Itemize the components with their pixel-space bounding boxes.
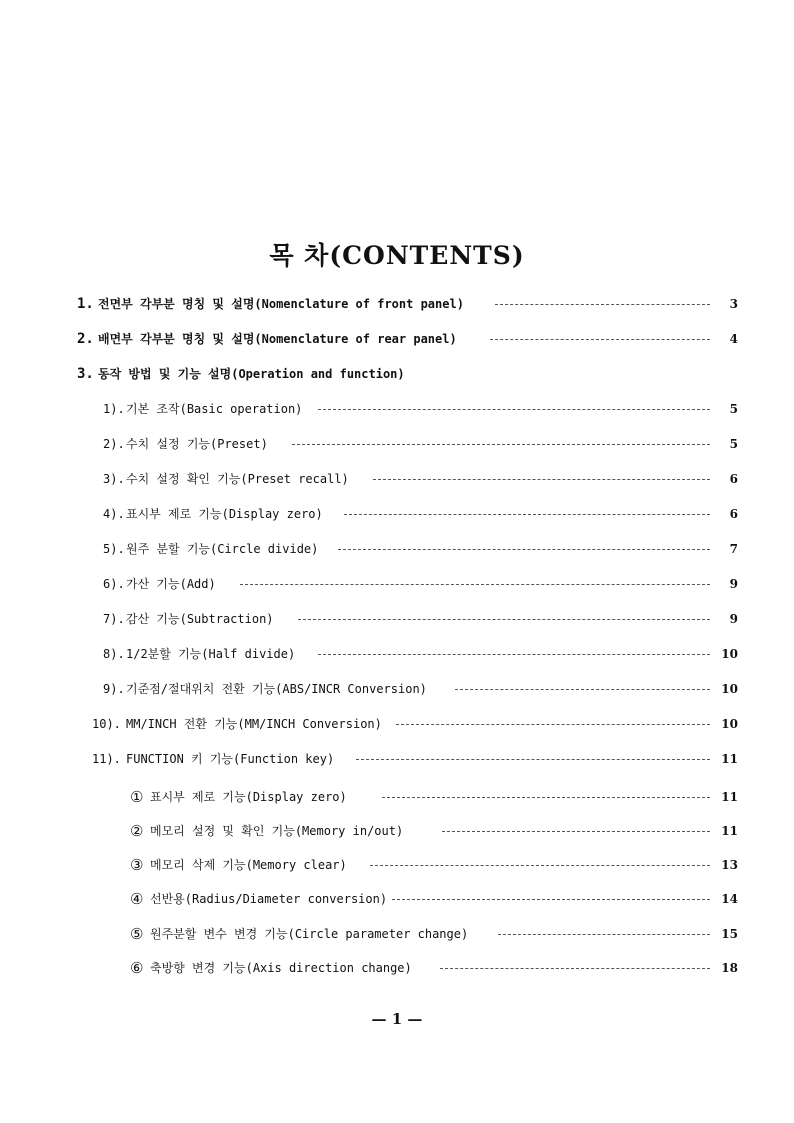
- toc-entry-operation: [0, 362, 794, 386]
- entry-label: 전면부 각부분 명칭 및 설명(Nomenclature of front panel): [98, 297, 464, 311]
- dotted-leader: [370, 865, 710, 866]
- entry-label: 감산 기능(Subtraction): [126, 612, 274, 626]
- entry-page: 6: [729, 507, 738, 521]
- entry-number: 4).: [103, 507, 125, 521]
- toc-entry-axis-direction: [0, 956, 794, 980]
- entry-number: 3.: [77, 366, 94, 382]
- entry-page: 14: [721, 892, 738, 906]
- entry-number: 11).: [92, 752, 121, 766]
- dotted-leader: [240, 584, 710, 585]
- page-footer: — 1 —: [371, 1010, 423, 1028]
- dotted-leader: [440, 968, 710, 969]
- entry-label: 수치 설정 기능(Preset): [126, 437, 268, 451]
- entry-label: FUNCTION 키 기능(Function key): [126, 752, 335, 766]
- entry-number: ①: [130, 788, 144, 806]
- entry-number: 8).: [103, 647, 125, 661]
- dotted-leader: [392, 899, 710, 900]
- entry-number: 9).: [103, 682, 125, 696]
- entry-label: 원주분할 변수 변경 기능(Circle parameter change): [150, 927, 469, 941]
- entry-page: 11: [721, 824, 738, 838]
- dotted-leader: [292, 444, 710, 445]
- entry-number: ③: [130, 856, 144, 874]
- entry-page: 5: [729, 402, 738, 416]
- entry-number: 6).: [103, 577, 125, 591]
- entry-label: 1/2분할 기능(Half divide): [126, 647, 296, 661]
- entry-page: 6: [729, 472, 738, 486]
- toc-entry-radius-diameter: [0, 887, 794, 911]
- entry-page: 10: [721, 717, 738, 731]
- entry-number: 1).: [103, 402, 125, 416]
- dotted-leader: [298, 619, 710, 620]
- entry-label: 기준점/절대위치 전환 기능(ABS/INCR Conversion): [126, 682, 427, 696]
- entry-label: 메모리 설정 및 확인 기능(Memory in/out): [150, 824, 404, 838]
- toc-entry-front-panel: [0, 292, 794, 316]
- toc-entry-subtraction: [0, 607, 794, 631]
- entry-label: 메모리 삭제 기능(Memory clear): [150, 858, 347, 872]
- toc-entry-add: [0, 572, 794, 596]
- entry-page: 11: [721, 752, 738, 766]
- page-title: 목 차(CONTENTS): [269, 241, 525, 270]
- dotted-leader: [344, 514, 710, 515]
- entry-number: 3).: [103, 472, 125, 486]
- entry-page: 15: [721, 927, 738, 941]
- dotted-leader: [356, 759, 710, 760]
- entry-number: 2.: [77, 331, 94, 347]
- toc-entry-fn-display-zero: [0, 785, 794, 809]
- toc-entry-circle-parameter: [0, 922, 794, 946]
- entry-page: 13: [721, 858, 738, 872]
- entry-number: ②: [130, 822, 144, 840]
- entry-page: 4: [729, 332, 738, 346]
- entry-page: 9: [729, 612, 738, 626]
- entry-label: 표시부 제로 기능(Display zero): [150, 790, 347, 804]
- entry-number: 5).: [103, 542, 125, 556]
- dotted-leader: [338, 549, 710, 550]
- toc-entry-preset: [0, 432, 794, 456]
- entry-page: 7: [729, 542, 738, 556]
- dotted-leader: [318, 409, 710, 410]
- dotted-leader: [373, 479, 710, 480]
- entry-number: ④: [130, 890, 144, 908]
- entry-page: 18: [721, 961, 738, 975]
- entry-label: 선반용(Radius/Diameter conversion): [150, 892, 388, 906]
- dotted-leader: [382, 797, 710, 798]
- toc-entry-memory-in-out: [0, 819, 794, 843]
- entry-number: 7).: [103, 612, 125, 626]
- entry-label: MM/INCH 전환 기능(MM/INCH Conversion): [126, 717, 382, 731]
- entry-page: 10: [721, 647, 738, 661]
- entry-label: 기본 조작(Basic operation): [126, 402, 303, 416]
- toc-entry-memory-clear: [0, 853, 794, 877]
- entry-page: 11: [721, 790, 738, 804]
- entry-label: 동작 방법 및 기능 설명(Operation and function): [98, 367, 405, 381]
- entry-label: 원주 분할 기능(Circle divide): [126, 542, 319, 556]
- toc-entry-basic-operation: [0, 397, 794, 421]
- entry-label: 축방향 변경 기능(Axis direction change): [150, 961, 412, 975]
- dotted-leader: [498, 934, 710, 935]
- dotted-leader: [396, 724, 710, 725]
- entry-label: 배면부 각부분 명칭 및 설명(Nomenclature of rear panel): [98, 332, 457, 346]
- dotted-leader: [495, 304, 710, 305]
- toc-entry-half-divide: [0, 642, 794, 666]
- dotted-leader: [318, 654, 710, 655]
- entry-number: 2).: [103, 437, 125, 451]
- entry-label: 표시부 제로 기능(Display zero): [126, 507, 323, 521]
- dotted-leader: [455, 689, 710, 690]
- toc-entry-function-key: [0, 747, 794, 771]
- entry-label: 수치 설정 확인 기능(Preset recall): [126, 472, 349, 486]
- toc-entry-preset-recall: [0, 467, 794, 491]
- toc-entry-display-zero: [0, 502, 794, 526]
- entry-page: 5: [729, 437, 738, 451]
- entry-number: ⑤: [130, 925, 144, 943]
- entry-page: 3: [729, 297, 738, 311]
- dotted-leader: [490, 339, 710, 340]
- entry-number: 10).: [92, 717, 121, 731]
- entry-number: 1.: [77, 296, 94, 312]
- toc-entry-abs-incr: [0, 677, 794, 701]
- entry-label: 가산 기능(Add): [126, 577, 216, 591]
- dotted-leader: [442, 831, 710, 832]
- entry-page: 9: [729, 577, 738, 591]
- entry-number: ⑥: [130, 959, 144, 977]
- toc-entry-circle-divide: [0, 537, 794, 561]
- toc-entry-rear-panel: [0, 327, 794, 351]
- toc-entry-mm-inch: [0, 712, 794, 736]
- entry-page: 10: [721, 682, 738, 696]
